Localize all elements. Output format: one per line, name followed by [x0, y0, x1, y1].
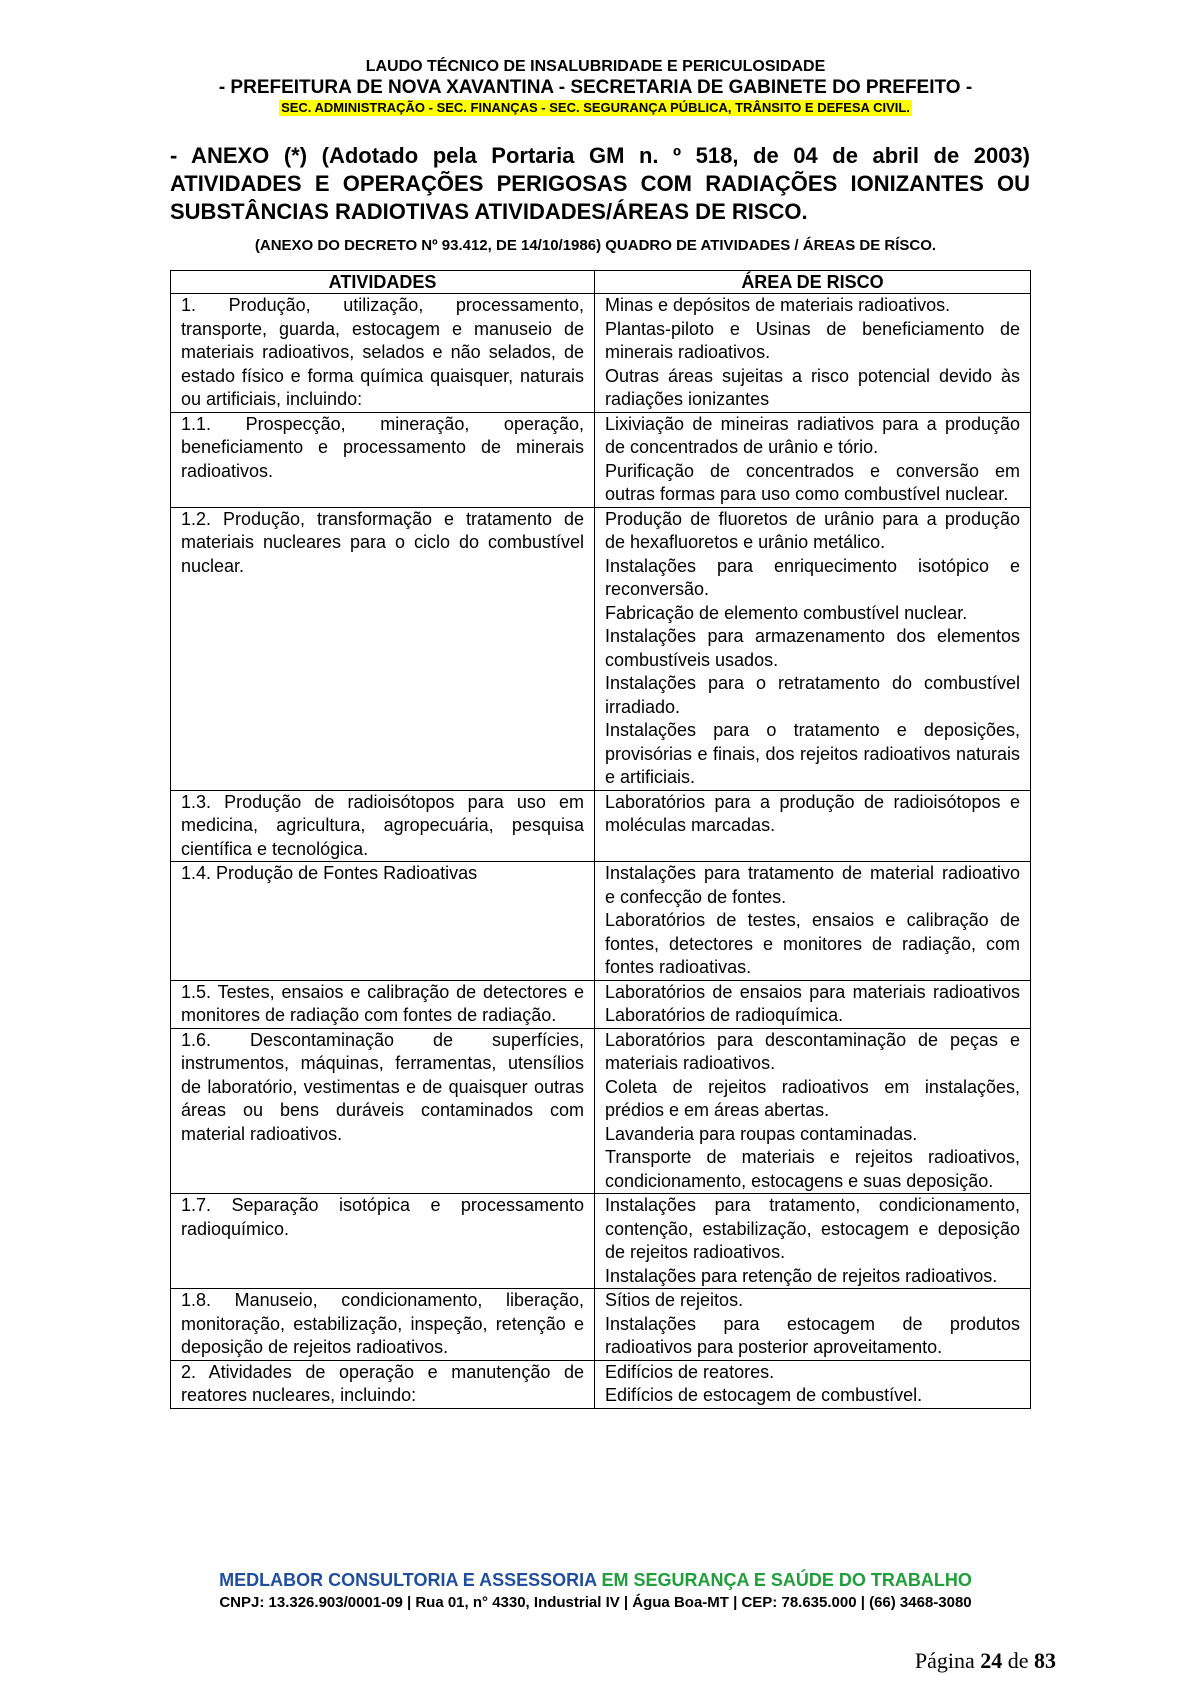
activity-cell: 1.4. Produção de Fontes Radioativas	[171, 862, 595, 981]
activity-cell: 1.6. Descontaminação de superfícies, instrumentos, máquinas, ferramentas, utensílios de laboratório, vestimentas e de quaisquer outras áreas ou bens duráveis contaminados com material radioativos.	[171, 1028, 595, 1194]
risk-area-item: Fabricação de elemento combustível nuclear.	[605, 602, 968, 623]
table-row	[171, 980, 1031, 1028]
risk-area-cell	[595, 862, 1031, 981]
report-title: LAUDO TÉCNICO DE INSALUBRIDADE E PERICULOSIDADE	[365, 58, 826, 75]
page-current: 24	[980, 1648, 1003, 1673]
organization-line: - PREFEITURA DE NOVA XAVANTINA - SECRETARIA DE GABINETE DO PREFEITO -	[218, 77, 973, 98]
risk-area-item: Outras áreas sujeitas a risco potencial devido às radiações ionizantes	[605, 365, 1020, 409]
activity-cell: 1.8. Manuseio, condicionamento, liberação, monitoração, estabilização, inspeção, retenção e deposição de rejeitos radioativos.	[171, 1289, 595, 1361]
page-total: 83	[1034, 1648, 1056, 1673]
risk-area-cell	[595, 1194, 1031, 1289]
risk-area-item: Sítios de rejeitos.	[605, 1290, 744, 1310]
risk-area-item: Laboratórios para a produção de radioisótopos e moléculas marcadas.	[605, 791, 1020, 835]
activity-cell: 1. Produção, utilização, processamento, transporte, guarda, estocagem e manuseio de materiais radioativos, selados e não selados, de estado físico e forma química quaisquer, naturais ou artificiais, incluindo:	[171, 294, 595, 413]
page-label: Página	[914, 1648, 975, 1673]
table-header-row	[171, 271, 1031, 294]
risk-area-item: Instalações para o tratamento e deposições, provisórias e finais, dos rejeitos radioativos naturais e artificiais.	[605, 720, 1020, 787]
risk-area-item: Laboratórios de ensaios para materiais radioativos Laboratórios de radioquímica.	[605, 981, 1020, 1025]
table-row	[171, 1289, 1031, 1361]
risk-area-item: Laboratórios de testes, ensaios e calibração de fontes, detectores e monitores de radiação, com fontes radioativas.	[605, 910, 1020, 977]
risk-area-item: Instalações para retenção de rejeitos radioativos.	[605, 1265, 998, 1286]
risk-area-item: Plantas-piloto e Usinas de beneficiamento de minerais radioativos.	[605, 318, 1020, 362]
annex-title-line2: ATIVIDADES E OPERAÇÕES PERIGOSAS COM RADIAÇÕES IONIZANTES OU SUBSTÂNCIAS RADIOTIVAS ATIVIDADES/ÁREAS DE RISCO.	[170, 171, 1030, 224]
risk-area-item: Purificação de concentrados e conversão em outras formas para uso como combustível nuclear.	[605, 460, 1020, 504]
company-name-green: EM SEGURANÇA E SAÚDE DO TRABALHO	[601, 1570, 972, 1590]
activity-cell: 1.2. Produção, transformação e tratamento de materiais nucleares para o ciclo do combustível nuclear.	[171, 507, 595, 790]
page-number	[915, 1648, 1056, 1674]
page-of: de	[1007, 1648, 1029, 1673]
risk-area-item: Transporte de materiais e rejeitos radioativos, condicionamento, estocagens e suas deposição.	[605, 1147, 1020, 1191]
activity-cell: 1.7. Separação isotópica e processamento radioquímico.	[171, 1194, 595, 1289]
risk-area-item: Edifícios de reatores.	[605, 1361, 775, 1382]
activity-cell: 1.5. Testes, ensaios e calibração de detectores e monitores de radiação com fontes de radiação.	[171, 980, 595, 1028]
activity-cell: 1.1. Prospecção, mineração, operação, beneficiamento e processamento de minerais radioativos.	[171, 412, 595, 507]
risk-area-cell	[595, 1289, 1031, 1361]
risk-area-item: Edifícios de estocagem de combustível.	[605, 1385, 923, 1405]
table-row	[171, 1360, 1031, 1408]
table-row	[171, 507, 1031, 790]
risk-area-cell	[595, 1360, 1031, 1408]
risk-area-item: Instalações para tratamento de material radioativo e confecção de fontes.	[605, 863, 1020, 907]
table-row	[171, 412, 1031, 507]
risk-area-cell	[595, 790, 1031, 862]
risk-area-item: Lavanderia para roupas contaminadas.	[605, 1123, 918, 1144]
risk-area-item: Instalações para tratamento, condicionamento, contenção, estabilização, estocagem e deposição de rejeitos radioativos.	[605, 1195, 1020, 1262]
table-row	[171, 790, 1031, 862]
risk-area-item: Instalações para estocagem de produtos radioativos para posterior aproveitamento.	[605, 1313, 1020, 1357]
risk-area-item: Instalações para enriquecimento isotópico e reconversão.	[605, 555, 1020, 599]
document-footer	[0, 1568, 1191, 1614]
risk-area-cell	[595, 980, 1031, 1028]
risk-area-item: Coleta de rejeitos radioativos em instalações, prédios e em áreas abertas.	[605, 1076, 1020, 1120]
company-address: CNPJ: 13.326.903/0001-09 | Rua 01, n° 4330, Industrial IV | Água Boa-MT | CEP: 78.635.000 | (66) 3468-3080	[219, 1594, 972, 1611]
risk-area-item: Instalações para armazenamento dos elementos combustíveis usados.	[605, 626, 1020, 670]
table-row	[171, 862, 1031, 981]
table-row	[171, 1028, 1031, 1194]
column-header-risk-area: ÁREA DE RISCO	[595, 271, 1031, 294]
risk-area-cell	[595, 507, 1031, 790]
decree-subtitle: (ANEXO DO DECRETO Nº 93.412, DE 14/10/1986) QUADRO DE ATIVIDADES / ÁREAS DE RÍSCO.	[254, 237, 937, 254]
annex-title-line1: - ANEXO (*) (Adotado pela Portaria GM n. º 518, de 04 de abril de 2003)	[170, 143, 1030, 168]
secretariats-line: SEC. ADMINISTRAÇÃO - SEC. FINANÇAS - SEC. SEGURANÇA PÚBLICA, TRÂNSITO E DEFESA CIVIL.	[281, 100, 910, 115]
table-row	[171, 1194, 1031, 1289]
activity-cell: 1.3. Produção de radioisótopos para uso em medicina, agricultura, agropecuária, pesquisa científica e tecnológica.	[171, 790, 595, 862]
table-row	[171, 294, 1031, 413]
risk-area-item: Minas e depósitos de materiais radioativos.	[605, 295, 951, 315]
activities-risk-table	[170, 270, 1031, 1409]
risk-area-cell	[595, 294, 1031, 413]
risk-area-item: Produção de fluoretos de urânio para a produção de hexafluoretos e urânio metálico.	[605, 508, 1020, 552]
risk-area-item: Lixiviação de mineiras radiativos para a produção de concentrados de urânio e tório.	[605, 413, 1020, 457]
column-header-activities: ATIVIDADES	[171, 271, 595, 294]
risk-area-item: Laboratórios para descontaminação de peças e materiais radioativos.	[605, 1029, 1020, 1073]
company-name	[0, 1568, 1191, 1592]
risk-area-cell	[595, 1028, 1031, 1194]
activity-cell: 2. Atividades de operação e manutenção de reatores nucleares, incluindo:	[171, 1360, 595, 1408]
annex-title	[170, 142, 1030, 226]
risk-area-cell	[595, 412, 1031, 507]
document-header	[0, 57, 1191, 117]
risk-area-item: Instalações para o retratamento do combustível irradiado.	[605, 673, 1020, 717]
company-name-blue: MEDLABOR CONSULTORIA E ASSESSORIA	[219, 1570, 597, 1590]
table-body	[171, 294, 1031, 1409]
